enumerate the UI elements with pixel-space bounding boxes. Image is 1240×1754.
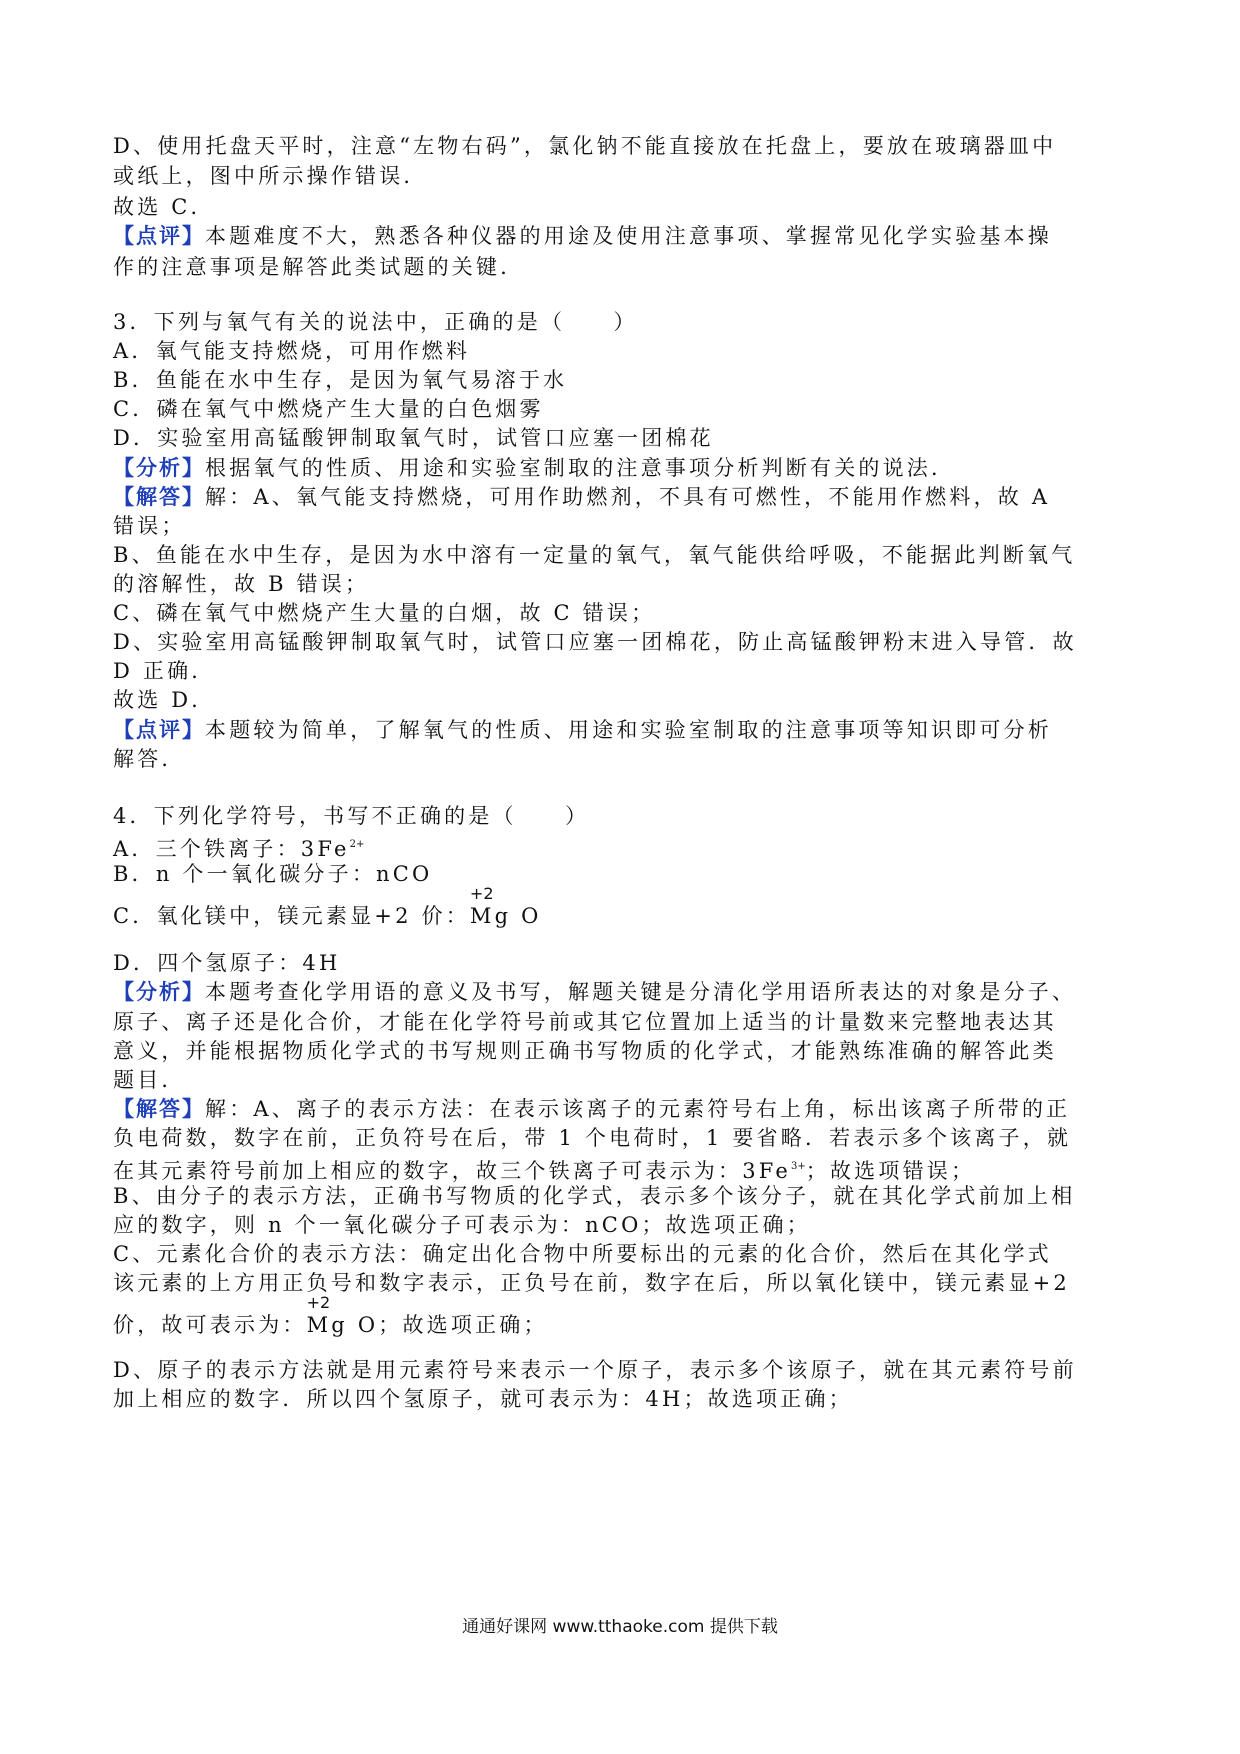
q2-comment-text: 本题难度不大，熟悉各种仪器的用途及使用注意事项、掌握常见化学实验基本操 — [205, 224, 1052, 248]
q3-answer-line7: D 正确． — [113, 659, 216, 683]
q4-analysis-line1 — [113, 978, 1076, 1006]
q3-answer-line2: 错误； — [113, 514, 186, 538]
q4-answer-line7: 该元素的上方用正负号和数字表示，正负号在前，数字在后，所以氧化镁中，镁元素显+2 — [113, 1271, 1070, 1295]
q4-analysis-line2: 原子、离子还是化合价，才能在化学符号前或其它位置加上适当的计量数来完整地表达其 — [113, 1010, 1057, 1034]
q3-choice: 故选 D． — [113, 688, 216, 712]
q4-answer-line6: C、元素化合价的表示方法：确定出化合物中所要标出的元素的化合价，然后在其化学式 — [113, 1242, 1052, 1266]
page-footer: 通通好课网 www.tthaoke.com 提供下载 — [462, 1617, 778, 1637]
q4-answer-line1 — [113, 1095, 1070, 1123]
analysis-tag: 【分析】 — [113, 979, 205, 1004]
element-symbol: Mg — [469, 904, 512, 928]
q2-choice: 故选 C． — [113, 195, 215, 219]
q3-option-d: D．实验室用高锰酸钾制取氧气时，试管口应塞一团棉花 — [113, 426, 714, 450]
q3-option-b: B．鱼能在水中生存，是因为氧气易溶于水 — [113, 368, 568, 392]
valence-mark: +2 — [306, 1293, 331, 1312]
q3-comment-line1 — [113, 716, 1052, 744]
q3-analysis — [113, 454, 955, 482]
q4-option-a — [113, 831, 364, 863]
q3-analysis-text: 根据氧气的性质、用途和实验室制取的注意事项分析判断有关的说法． — [205, 456, 956, 480]
element-symbol: Mg — [306, 1313, 348, 1337]
q3-answer-line3: B、鱼能在水中生存，是因为水中溶有一定量的氧气，氧气能供给呼吸，不能据此判断氧气 — [113, 543, 1076, 567]
q4-answer-line4: B、由分子的表示方法，正确书写物质的化学式，表示多个该分子，就在其化学式前加上相 — [113, 1184, 1076, 1208]
q4-stem: 4．下列化学符号，书写不正确的是（ ） — [113, 804, 590, 828]
q4-answer-line3-text: 在其元素符号前加上相应的数字，故三个铁离子可表示为：3Fe — [113, 1159, 792, 1183]
q3-answer-text: 解：A、氧气能支持燃烧，可用作助燃剂，不具有可燃性，不能用作燃料，故 A — [205, 485, 1051, 509]
answer-tag: 【解答】 — [113, 484, 205, 509]
q3-option-c: C．磷在氧气中燃烧产生大量的白色烟雾 — [113, 397, 544, 421]
comment-tag: 【点评】 — [113, 223, 205, 248]
q4-option-a-text: A．三个铁离子：3Fe — [113, 837, 350, 861]
formula-rest: O — [521, 904, 542, 928]
q3-option-a: A．氧气能支持燃烧，可用作燃料 — [113, 339, 471, 363]
q4-option-b: B．n 个一氧化碳分子：nCO — [113, 862, 433, 886]
q4-answer-line2: 负电荷数，数字在前，正负符号在后，带 1 个电荷时，1 要省略．若表示多个该离子，就 — [113, 1126, 1072, 1150]
valence-mark: +2 — [469, 884, 494, 903]
q2-comment-line1 — [113, 222, 1052, 250]
q2-option-d-explanation-line1: D、使用托盘天平时，注意“左物右码”，氯化钠不能直接放在托盘上，要放在玻璃器皿中 — [113, 134, 1057, 158]
q3-answer-line6: D、实验室用高锰酸钾制取氧气时，试管口应塞一团棉花，防止高锰酸钾粉末进入导管．故 — [113, 630, 1077, 654]
answer-tag: 【解答】 — [113, 1096, 205, 1121]
q2-option-d-explanation-line2: 或纸上，图中所示操作错误． — [113, 164, 428, 188]
q4-answer-line5: 应的数字，则 n 个一氧化碳分子可表示为：nCO；故选项正确； — [113, 1213, 811, 1237]
q4-answer-line8-text: 价，故可表示为： — [113, 1313, 307, 1337]
q4-answer-line8 — [113, 1293, 548, 1339]
q4-analysis-text: 本题考查化学用语的意义及书写，解题关键是分清化学用语所表达的对象是分子、 — [205, 980, 1077, 1004]
q2-comment-line2: 作的注意事项是解答此类试题的关键． — [113, 255, 525, 279]
charge-superscript: 3+ — [791, 1161, 806, 1172]
q4-answer-line3-end: ；故选项错误； — [805, 1159, 976, 1183]
q3-stem: 3．下列与氧气有关的说法中，正确的是（ ） — [113, 310, 638, 334]
q4-option-d: D．四个氢原子：4H — [113, 951, 341, 975]
valence-formula — [469, 884, 512, 930]
charge-superscript: 2+ — [349, 839, 365, 850]
analysis-tag: 【分析】 — [113, 455, 205, 480]
q3-answer-line4: 的溶解性，故 B 错误； — [113, 572, 370, 596]
q3-answer-line1 — [113, 483, 1050, 511]
q4-answer-line9: D、原子的表示方法就是用元素符号来表示一个原子，表示多个该原子，就在其元素符号前 — [113, 1358, 1077, 1382]
q4-analysis-line4: 题目． — [113, 1068, 186, 1092]
q4-answer-line10: 加上相应的数字．所以四个氢原子，就可表示为：4H；故选项正确； — [113, 1387, 853, 1411]
q4-analysis-line3: 意义，并能根据物质化学式的书写规则正确书写物质的化学式，才能熟练准确的解答此类 — [113, 1039, 1057, 1063]
q4-answer-text: 解：A、离子的表示方法：在表示该离子的元素符号右上角，标出该离子所带的正 — [205, 1097, 1071, 1121]
q3-comment-text: 本题较为简单，了解氧气的性质、用途和实验室制取的注意事项等知识即可分析 — [205, 718, 1052, 742]
q4-option-c — [113, 884, 542, 930]
comment-tag: 【点评】 — [113, 717, 205, 742]
q4-option-c-text: C．氧化镁中，镁元素显+2 价： — [113, 904, 470, 928]
q4-answer-line3 — [113, 1153, 975, 1185]
formula-rest: O；故选项正确； — [357, 1313, 548, 1337]
q3-comment-line2: 解答． — [113, 747, 186, 771]
q3-answer-line5: C、磷在氧气中燃烧产生大量的白烟，故 C 错误； — [113, 601, 656, 625]
valence-formula — [306, 1293, 348, 1339]
